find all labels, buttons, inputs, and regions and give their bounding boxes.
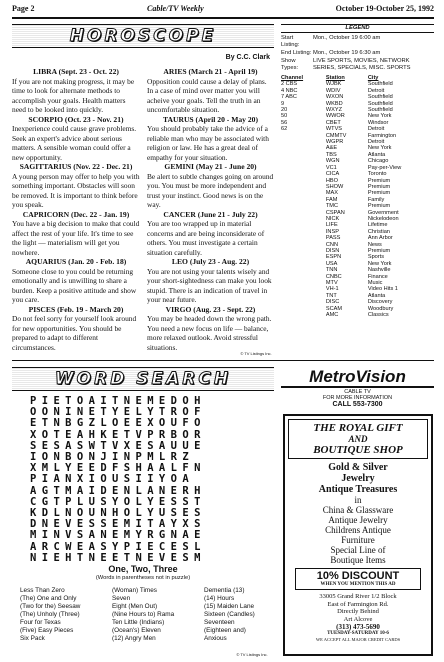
- royal-gift-ad: [283, 414, 433, 656]
- grid-row: PIETOAITNEMEDOH: [30, 395, 206, 407]
- word-list-row: [20, 627, 274, 635]
- wordsearch-banner: [12, 367, 274, 391]
- shop-title-2: AND: [348, 434, 368, 444]
- channel-cell: Farmington: [367, 132, 397, 139]
- grid-row: OONINETYELYTROF: [30, 406, 206, 419]
- channel-cell: New York: [367, 260, 392, 267]
- channel-cell: Detroit: [367, 139, 385, 146]
- channel-cell: Atlanta: [367, 292, 386, 299]
- sign-heading: TAURUS (April 20 - May 20): [163, 114, 258, 124]
- shop-item: Gold & Silver: [328, 462, 388, 473]
- page-header: [12, 4, 434, 16]
- word-item: Eight (Men Out): [112, 603, 158, 610]
- word-item: (15) Maiden Lane: [204, 603, 255, 610]
- sign-forecast: A young person may offer to help you with something important. Obstacles will soon be removed. It is important to think before you speak.: [12, 171, 140, 209]
- word-item: Four for Texas: [20, 619, 61, 626]
- word-item: Six Pack: [20, 635, 45, 642]
- channel-cell: SCAM: [325, 305, 343, 312]
- channel-cell: Premium: [367, 203, 391, 210]
- channel-cell: TNT: [325, 292, 337, 299]
- address-line: Directly Behind: [337, 608, 379, 615]
- channel-cell: 7 ABC: [281, 94, 297, 101]
- word-item: Less Than Zero: [20, 587, 65, 594]
- word-item: (Two for the) Seesaw: [20, 603, 81, 610]
- sign-forecast: You may be headed down the wrong path. You need a new focus on life — balance, more relaxed outlook. Avoid stressful situations.: [147, 314, 272, 352]
- sign-forecast: Opposition could cause a delay of plans. In a case of mind over matter you will acheive your goals. Tell the truth in an uncomfortable situation.: [147, 76, 267, 114]
- channel-cell: [281, 312, 326, 318]
- grid-row: DNEVESSEMITAYXS: [30, 518, 206, 531]
- word-item: (14) Hours: [204, 595, 235, 602]
- sign-heading: SCORPIO (Oct. 23 - Nov. 21): [28, 114, 124, 124]
- channel-cell: WXYZ: [325, 107, 343, 114]
- channel-cell: News: [367, 241, 382, 248]
- word-item: (Nine Hours to) Rama: [112, 611, 175, 618]
- channel-cell: DISN: [325, 247, 340, 254]
- channel-cell: CNBC: [325, 273, 342, 280]
- shop-item: Childrens Antique: [325, 525, 391, 535]
- address-line: East of Farmington Rd.: [327, 600, 389, 608]
- channel-cell: Southfield: [367, 100, 393, 107]
- channel-cell: 4 NBC: [281, 87, 298, 94]
- shop-item: in: [354, 495, 362, 505]
- channel-cell: Chicago: [367, 158, 389, 165]
- shop-item: Boutique Items: [330, 555, 386, 565]
- channel-cell: WJBK: [325, 81, 342, 88]
- grid-row: CGTPLUSYOLYESST: [30, 495, 206, 508]
- channel-cell: AMC: [325, 312, 339, 319]
- word-list-row: [20, 595, 274, 603]
- shop-phone: (313) 473-5690: [336, 623, 380, 631]
- word-item: (Woman) Times: [112, 587, 157, 594]
- channel-cell: Premium: [367, 183, 391, 190]
- channel-cell: Nickelodeon: [367, 215, 399, 222]
- sign-forecast: If you are not making progress, it may be time to look for alternate methods to accomplish your goals. Health matters need to be looked into quickly.: [12, 76, 135, 114]
- channel-cell: 20: [281, 107, 288, 114]
- word-list-row: [20, 619, 274, 627]
- metrovision-phone: CALL 553-7300: [332, 401, 383, 408]
- channel-cell: Lifetime: [367, 222, 388, 229]
- column-header: City: [367, 75, 379, 81]
- shop-address: [285, 593, 431, 623]
- channel-cell: WXON: [325, 94, 344, 101]
- grid-row: XOTEAHKETVPRBOR: [30, 428, 206, 441]
- word-list-row: [20, 587, 274, 595]
- sign-heading: PISCES (Feb. 19 - March 20): [28, 304, 124, 314]
- start-label: Start Listing:: [281, 35, 300, 48]
- channel-cell: CICA: [325, 171, 340, 178]
- sign-heading: VIRGO (Aug. 23 - Sept. 22): [165, 304, 256, 314]
- discount-banner: 10% DISCOUNT: [316, 570, 400, 582]
- channel-cell: ESPN: [325, 254, 342, 261]
- word-item: Dementia (13): [204, 587, 245, 594]
- section-divider: [12, 360, 434, 361]
- channel-cell: NICK: [325, 215, 340, 222]
- word-item: Anxious: [204, 635, 227, 642]
- channel-cell: 2 CBS: [281, 81, 298, 88]
- end-value: Mon., October 19 6:30 am: [313, 50, 381, 56]
- discount-note: WHEN YOU MENTION THIS AD: [320, 582, 396, 587]
- word-item: (Eighteen and): [204, 627, 246, 634]
- channel-cell: VC1: [325, 164, 337, 171]
- shop-item: Jewelry: [341, 473, 375, 484]
- channel-cell: Southfield: [367, 81, 393, 88]
- channel-cell: WDIV: [325, 87, 341, 94]
- channel-cell: Discovery: [367, 299, 393, 306]
- sign-heading: GEMINI (May 21 - June 20): [164, 162, 257, 171]
- horoscope-credit: © TV Listings Inc.: [240, 351, 272, 356]
- grid-row: IONBONJINPMLRZ: [30, 451, 195, 464]
- channel-cell: WKBD: [325, 100, 343, 107]
- channel-cell: TBS: [325, 151, 337, 158]
- channel-cell: USA: [325, 260, 338, 267]
- shop-items: [285, 462, 431, 565]
- channel-cell: Finance: [367, 273, 388, 280]
- grid-row: NIEHTNEETNEVESM: [30, 551, 206, 564]
- metrovision-line1: CABLE TV: [344, 389, 371, 395]
- shop-cards: WE ACCEPT ALL MAJOR CREDIT CARDS: [315, 637, 401, 642]
- channel-cell: WWOR: [325, 113, 345, 120]
- sign-forecast: You have a big decision to make that could affect the rest of your life. It's time to see the light — materialism will get you nowhere.: [12, 219, 140, 257]
- channel-cell: Premium: [367, 247, 391, 254]
- word-list: [20, 587, 274, 643]
- channel-cell: Premium: [367, 190, 391, 197]
- letter-grid: [30, 396, 275, 564]
- channel-cell: WGPR: [325, 139, 344, 146]
- channel-cell: Windsor: [367, 119, 389, 126]
- channel-cell: CBET: [325, 119, 341, 126]
- sign-forecast: You should probably take the advice of a reliable man who may be associated with religion or law. He has a great deal of empathy for your situation.: [147, 124, 269, 162]
- channel-cell: MAX: [325, 190, 338, 197]
- channel-cell: Toronto: [367, 171, 387, 178]
- word-item: (Ocean's) Eleven: [112, 627, 161, 634]
- sign-forecast: You are too wrapped up in material concerns and are being inconsiderate of others. You must investigate a certain situation carefully.: [147, 219, 265, 257]
- channel-cell: Southfield: [367, 94, 393, 101]
- wordsearch-credit: © TV Listings Inc.: [236, 652, 268, 657]
- channel-cell: CSPAN: [325, 209, 345, 216]
- byline: By C.C. Clark: [225, 54, 270, 61]
- sign-heading: AQUARIUS (Jan. 20 - Feb. 18): [25, 257, 127, 266]
- metrovision-ad: [281, 368, 434, 408]
- header-rule: [12, 17, 434, 19]
- horoscope-column-1: [12, 67, 140, 352]
- grid-row: MINVSANEMYRGNAE: [30, 529, 206, 542]
- word-item: Ten Little (Indians): [112, 619, 165, 626]
- sign-forecast: Someone close to you could be returning emotionally and is unwilling to share a burden. Keep a positive attitude and show you care.: [12, 266, 137, 304]
- channel-cell: 56: [281, 119, 288, 126]
- grid-row: SESASWTVXESAUUE: [30, 439, 206, 452]
- metrovision-logo: MetroVision: [281, 368, 434, 388]
- channel-cell: Christian: [367, 228, 390, 235]
- shop-hours: TUESDAY-SATURDAY 10-6: [327, 631, 389, 636]
- shop-item: China & Glassware: [322, 505, 394, 515]
- word-item: (Five) Easy Pieces: [20, 627, 74, 634]
- sign-heading: ARIES (March 21 - April 19): [163, 67, 258, 76]
- word-list-row: [20, 635, 274, 643]
- channel-cell: Government: [367, 209, 399, 216]
- channel-cell: WGN: [325, 158, 340, 165]
- shop-item: Furniture: [341, 535, 375, 545]
- sign-heading: CANCER (June 21 - July 22): [163, 209, 258, 219]
- sign-heading: CAPRICORN (Dec. 22 - Jan. 19): [22, 209, 130, 219]
- channel-cell: WTVS: [325, 126, 343, 133]
- start-value: Mon., October 19 6:00 am: [313, 35, 381, 41]
- horoscope-title: HOROSCOPE: [69, 26, 217, 46]
- types-label: Show Types:: [281, 58, 299, 71]
- grid-row: KDLNOUNHOLYUSES: [30, 507, 206, 520]
- wordsearch-title: WORD SEARCH: [54, 369, 232, 389]
- channel-row: [281, 312, 434, 318]
- address-line: 33005 Grand River 1/2 Block: [319, 593, 397, 600]
- channel-cell: 50: [281, 113, 288, 120]
- legend-box: [281, 24, 434, 318]
- channel-cell: SHOW: [325, 183, 344, 190]
- channel-cell: 9: [281, 100, 285, 107]
- word-item: Seven: [112, 595, 131, 602]
- grid-row: ARCWEASYPIECESL: [30, 540, 206, 553]
- grid-row: ETNBGZLOEEXOUFO: [30, 417, 206, 430]
- channel-cell: MTV: [325, 280, 338, 286]
- metrovision-line2: FOR MORE INFORMATION: [322, 395, 393, 401]
- channel-cell: Music: [367, 280, 383, 286]
- channel-cell: Ann Arbor: [367, 235, 393, 242]
- shop-title-1: THE ROYAL GIFT: [313, 422, 403, 434]
- publication-name: Cable/TV Weekly: [147, 4, 204, 13]
- word-list-row: [20, 611, 274, 619]
- shop-item: Antique Treasures: [318, 484, 398, 495]
- sign-heading: LIBRA (Sept. 23 - Oct. 22): [33, 67, 119, 76]
- word-item: (12) Angry Men: [112, 635, 156, 642]
- shop-item: Antique Jewelry: [328, 515, 388, 525]
- issue-dates: October 19-October 25, 1992: [335, 4, 434, 13]
- channel-cell: CMMTV: [325, 132, 347, 139]
- channel-cell: Detroit: [367, 126, 385, 133]
- channel-cell: New York: [367, 145, 392, 152]
- sign-heading: LEO (July 23 - Aug. 22): [171, 257, 250, 266]
- horoscope-banner: [12, 24, 274, 48]
- channel-cell: TNN: [325, 267, 338, 274]
- page-number: Page 2: [12, 4, 35, 13]
- channel-cell: A&E: [325, 145, 338, 152]
- word-item: (The) Unholy (Three): [20, 611, 80, 618]
- channel-cell: CNN: [325, 241, 338, 248]
- sign-forecast: You are not using your talents wisely and your short-sightedness can make you look stupid. There is an indication of travel in your near future.: [147, 266, 272, 304]
- grid-row: XMLYEEDFSHAALFN: [30, 462, 206, 475]
- channel-cell: Classics: [367, 312, 389, 319]
- sign-forecast: Be alert to subtle changes going on around you. You must be more independent and trust your instinct. Good news is on the way.: [147, 171, 274, 209]
- channel-cell: Southfield: [367, 107, 393, 114]
- channel-table: [281, 75, 434, 318]
- channel-cell: Nashville: [367, 267, 391, 274]
- sign-forecast: Do not feel sorry for yourself look around for new opportunities. You should be prepared to adapt to different circumstances.: [12, 314, 137, 352]
- channel-cell: Video Hits 1: [367, 286, 398, 293]
- channel-cell: VH-1: [325, 286, 339, 293]
- grid-row: AGTMAIDENLANERH: [30, 484, 206, 497]
- channel-cell: Sports: [367, 254, 385, 261]
- channel-cell: Premium: [367, 177, 391, 184]
- channel-cell: FAM: [325, 196, 338, 203]
- channel-cell: INSP: [325, 228, 339, 235]
- column-header: Channel: [281, 75, 304, 81]
- channel-cell: Pay-per-View: [367, 164, 402, 171]
- grid-row: PIANXIOUSIIYOA: [30, 473, 195, 486]
- puzzle-subtitle: One, Two, Three: [108, 564, 178, 574]
- puzzle-note: (Words in parentheses not in puzzle): [95, 575, 191, 581]
- word-item: Sixteen (Candles): [204, 611, 255, 618]
- legend-title: LEGEND: [281, 24, 434, 33]
- channel-cell: Atlanta: [367, 151, 386, 158]
- types-value: LIVE SPORTS, MOVIES, NETWORK SERIES, SPECIALS, MISC. SPORTS: [313, 58, 411, 71]
- word-item: (The) One and Only: [20, 595, 77, 602]
- shop-title-3: BOUTIQUE SHOP: [313, 444, 403, 456]
- channel-cell: DISC: [325, 299, 340, 306]
- channel-cell: Detroit: [367, 87, 385, 94]
- channel-cell: Woodbury: [367, 305, 394, 312]
- column-header: Station: [325, 75, 345, 81]
- word-list-row: [20, 603, 274, 611]
- channel-cell: TMC: [325, 203, 338, 210]
- channel-cell: HBO: [325, 177, 338, 184]
- sign-heading: SAGITTARIUS (Nov. 22 - Dec. 21): [19, 162, 133, 171]
- word-item: Seventeen: [204, 619, 235, 626]
- address-line: Art Alcove: [343, 615, 373, 623]
- channel-cell: Family: [367, 196, 385, 203]
- end-label: End Listing:: [281, 50, 312, 56]
- sign-forecast: Inexperience could cause grave problems. Seek an expert's advice about serious matters. A sensible woman could offer a new opportunity.: [12, 124, 137, 162]
- channel-cell: New York: [367, 113, 392, 120]
- channel-cell: LIFE: [325, 222, 338, 229]
- horoscope-column-2: [147, 67, 274, 352]
- channel-cell: 62: [281, 126, 288, 133]
- shop-item: Special Line of: [330, 545, 386, 555]
- channel-cell: PASS: [325, 235, 341, 242]
